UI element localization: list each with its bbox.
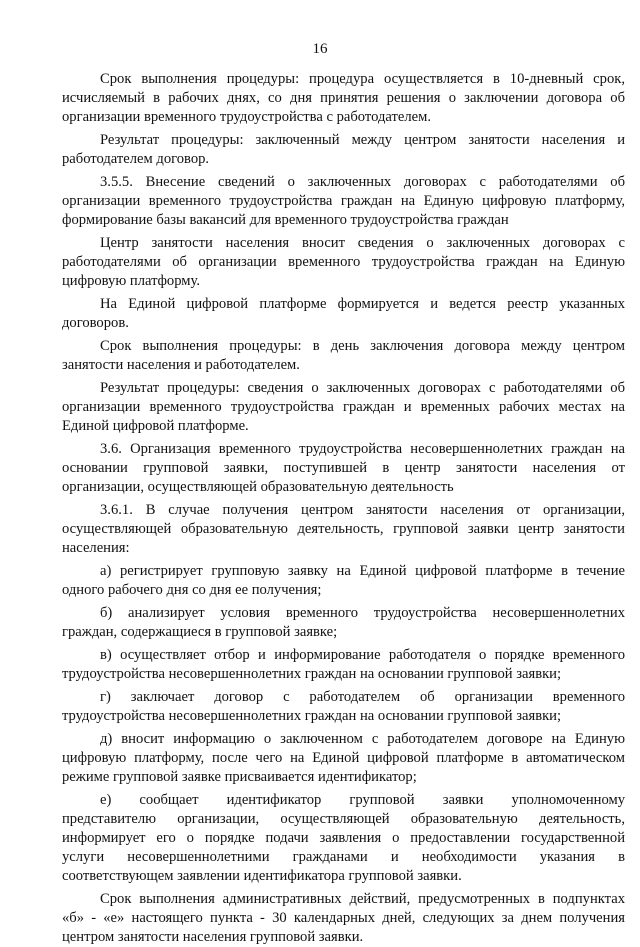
- paragraph: [62, 379, 625, 436]
- paragraph-line: е) сообщает идентификатор групповой заявки уполномоченному: [100, 792, 625, 808]
- paragraph-line: соответствующем заявлении идентификатора групповой заявки.: [62, 868, 462, 884]
- paragraph-line: информирует его о порядке подачи заявления о предоставлении государственной: [62, 830, 625, 846]
- paragraph: [62, 791, 625, 886]
- paragraph-line: Результат процедуры: заключенный между центром занятости населения и: [100, 132, 625, 148]
- paragraph-line: цифровую платформу.: [62, 273, 201, 289]
- paragraph-line: Срок выполнения процедуры: в день заключения договора между центром: [100, 338, 625, 354]
- paragraph-line: договоров.: [62, 315, 129, 331]
- paragraph: [62, 890, 625, 947]
- paragraph-line: организации временного трудоустройства с работодателем.: [62, 109, 431, 125]
- paragraph-line: работодателями об организации временного трудоустройства граждан на Единую: [62, 254, 625, 270]
- paragraph-line: центром занятости населения групповой заявки.: [62, 929, 364, 945]
- page-number: 16: [312, 41, 328, 57]
- paragraph-line: Единой цифровой платформе.: [62, 418, 249, 434]
- paragraph-line: Срок выполнения процедуры: процедура осуществляется в 10-дневный срок,: [100, 71, 625, 87]
- paragraph: [62, 688, 625, 726]
- paragraph-line: граждан, содержащиеся в групповой заявке;: [62, 624, 338, 640]
- paragraph: [62, 604, 625, 642]
- paragraph: [62, 730, 625, 787]
- paragraph-line: Центр занятости населения вносит сведения о заключенных договорах с: [100, 235, 625, 251]
- paragraph-line: занятости населения и работодателем.: [62, 357, 300, 373]
- paragraph-line: д) вносит информацию о заключенном с работодателем договоре на Единую: [100, 731, 625, 747]
- paragraph: [62, 173, 625, 230]
- paragraph: [62, 440, 625, 497]
- paragraph-line: организации временного трудоустройства граждан и временных рабочих местах на: [62, 399, 625, 415]
- paragraph-line: исчисляемый в рабочих днях, со дня принятия решения о заключении договора об: [62, 90, 625, 106]
- paragraph-line: организации временного трудоустройства граждан на Единую цифровую платформу,: [62, 193, 625, 209]
- paragraph-line: работодателем договор.: [62, 151, 210, 167]
- paragraph: [62, 501, 625, 558]
- paragraph-line: трудоустройства несовершеннолетних граждан на основании групповой заявки;: [62, 708, 562, 724]
- paragraph-line: в) осуществляет отбор и информирование работодателя о порядке временного: [100, 647, 625, 663]
- paragraph-line: а) регистрирует групповую заявку на Единой цифровой платформе в течение: [100, 563, 625, 579]
- paragraph-line: трудоустройства несовершеннолетних граждан на основании групповой заявки;: [62, 666, 562, 682]
- paragraph-line: режиме групповой заявке присваивается идентификатор;: [62, 769, 417, 785]
- paragraph-line: 3.5.5. Внесение сведений о заключенных договорах с работодателями об: [100, 174, 625, 190]
- document-body: [62, 70, 625, 947]
- paragraph-line: осуществляющей образовательную деятельность, групповой заявки центр занятости: [62, 521, 625, 537]
- paragraph-line: На Единой цифровой платформе формируется и ведется реестр указанных: [100, 296, 625, 312]
- paragraph-line: цифровую платформу, после чего на Единой цифровой платформе в автоматическом: [62, 750, 625, 766]
- paragraph-line: услуги несовершеннолетними гражданами и необходимости указания в: [62, 849, 625, 865]
- paragraph: [62, 295, 625, 333]
- paragraph-line: Результат процедуры: сведения о заключенных договорах с работодателями об: [100, 380, 625, 396]
- paragraph-line: населения:: [62, 540, 130, 556]
- paragraph: [62, 337, 625, 375]
- paragraph-line: формирование базы вакансий для временного трудоустройства граждан: [62, 212, 509, 228]
- paragraph-line: представителю организации, осуществляющей образовательную деятельность,: [62, 811, 625, 827]
- paragraph-line: Срок выполнения административных действий, предусмотренных в подпунктах: [100, 891, 625, 907]
- paragraph: [62, 234, 625, 291]
- paragraph-line: б) анализирует условия временного трудоустройства несовершеннолетних: [100, 605, 625, 621]
- paragraph-line: «б» - «е» настоящего пункта - 30 календарных дней, следующих за днем получения: [62, 910, 625, 926]
- paragraph: [62, 562, 625, 600]
- paragraph-line: г) заключает договор с работодателем об организации временного: [100, 689, 625, 705]
- paragraph: [62, 131, 625, 169]
- paragraph-line: одного рабочего дня со дня ее получения;: [62, 582, 322, 598]
- paragraph: [62, 70, 625, 127]
- paragraph: [62, 646, 625, 684]
- paragraph-line: 3.6.1. В случае получения центром занятости населения от организации,: [100, 502, 625, 518]
- paragraph-line: основании групповой заявки, поступившей в центр занятости населения от: [62, 460, 625, 476]
- paragraph-line: организации, осуществляющей образовательную деятельность: [62, 479, 454, 495]
- paragraph-line: 3.6. Организация временного трудоустройства несовершеннолетних граждан на: [100, 441, 625, 457]
